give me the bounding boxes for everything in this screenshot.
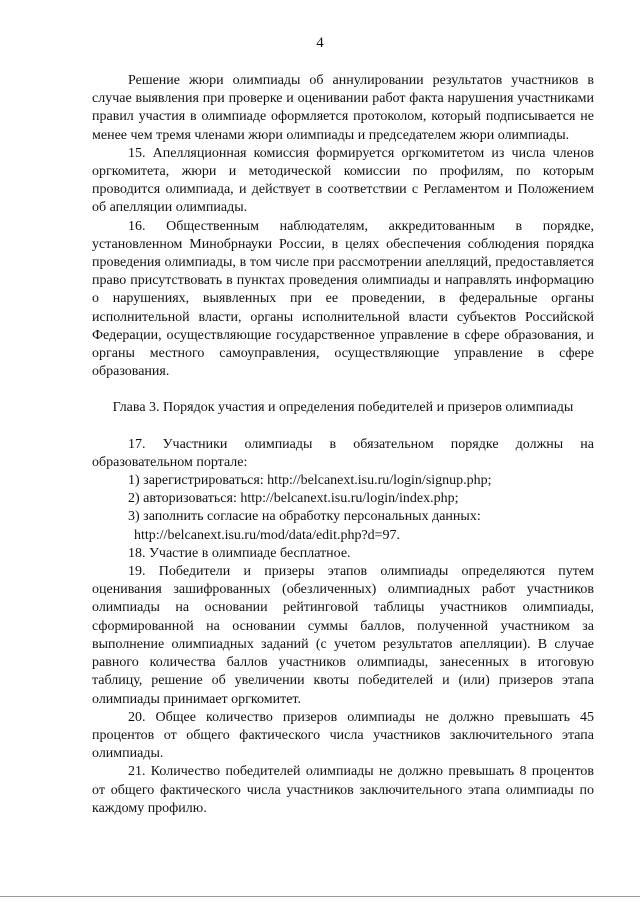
page-number: 4 [316,35,324,51]
consent-url: http://belcanext.isu.ru/mod/data/edit.php?d=97. [134,527,401,543]
paragraph-item-16: 16. Общественным наблюдателям, аккредитованным в порядке, установленном Минобрнауки России, в целях обеспечения соблюдения порядка проведения олимпиады, в том числе при рассмотрении апелляций, предоставляется право присутствовать в пунктах проведения олимпиады и направлять информацию о нарушениях, выявленных при ее проведении, в федеральные органы исполнительной власти, органы исполнительной власти субъектов Российской Федерации, осуществляющие государственное управление в сфере образования, и органы местного самоуправления, осуществляющие управление в сфере образования. [92,218,594,380]
paragraph-item-20: 20. Общее количество призеров олимпиады не должно превышать 45 процентов от общего фактического числа участников заключительного этапа олимпиады. [92,709,594,762]
chapter-heading: Глава 3. Порядок участия и определения победителей и призеров олимпиады [112,400,574,416]
document-body [92,72,594,818]
paragraph-item-21: 21. Количество победителей олимпиады не должно превышать 8 процентов от общего фактического числа участников заключительного этапа олимпиады по каждому профилю. [92,764,594,816]
page-bottom-rule [0,896,640,897]
paragraph-item-17-intro: 17. Участники олимпиады в обязательном порядке должны на образовательном портале: [92,436,594,470]
list-item-register: 1) зарегистрироваться: http://belcanext.isu.ru/login/signup.php; [128,473,492,489]
paragraph-item-18: 18. Участие в олимпиаде бесплатное. [128,545,351,561]
paragraph-jury-annulment: Решение жюри олимпиады об аннулировании результатов участников в случае выявления при проверке и оценивании работ факта нарушения участниками правил участия в олимпиаде оформляется протоколом, который подписывается не менее чем тремя членами жюри олимпиады и председателем жюри олимпиады. [92,73,594,143]
paragraph-item-15: 15. Апелляционная комиссия формируется оргкомитетом из числа членов оргкомитета, жюри и методической комиссии по профилям, по которым проводится олимпиада, и действует в соответствии с Регламентом и Положением об апелляции олимпиады. [92,145,594,216]
paragraph-item-19: 19. Победители и призеры этапов олимпиады определяются путем оценивания зашифрованных (обезличенных) олимпиадных работ участников олимпиады на основании рейтинговой таблицы участников олимпиады, сформированной на основании суммы баллов, полученной участником за выполнение олимпиадных заданий (с учетом результатов апелляции). В случае равного количества баллов участников олимпиады, занесенных в итоговую таблицу, решение об увеличении квоты победителей и (или) призеров этапа олимпиады принимает оргкомитет. [92,564,594,707]
list-item-consent: 3) заполнить согласие на обработку персональных данных: [128,509,481,525]
list-item-authorize: 2) авторизоваться: http://belcanext.isu.ru/login/index.php; [128,491,459,507]
